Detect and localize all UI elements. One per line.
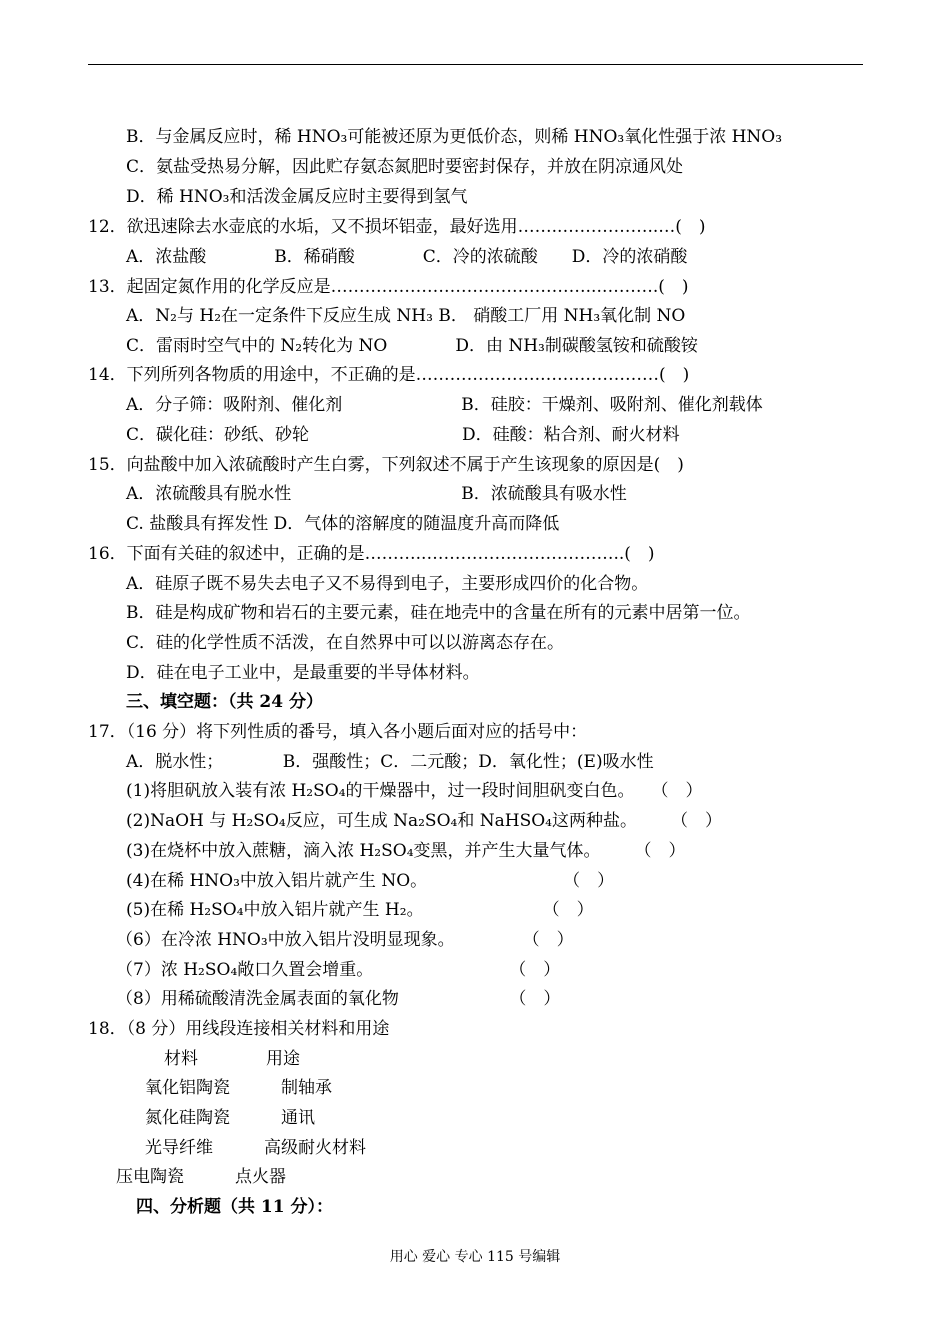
text-line: 14．下列所列各物质的用途中，不正确的是………………….…………………( ) (88, 365, 690, 385)
text-line: 12．欲迅速除去水壶底的水垢，又不损坏铝壶，最好选用……..……………..…( ) (88, 217, 706, 237)
text-line: (5)在稀 H₂SO₄中放入铝片就产生 H₂。 （ ） (126, 900, 594, 920)
text-line: （6）在冷浓 HNO₃中放入铝片没明显现象。 （ ） (116, 930, 574, 950)
text-line: 材料 用途 (164, 1049, 300, 1069)
text-line: C．硅的化学性质不活泼，在自然界中可以以游离态存在。 (126, 633, 565, 653)
text-line: A．硅原子既不易失去电子又不易得到电子，主要形成四价的化合物。 (126, 574, 649, 594)
text-line: A．浓盐酸 B．稀硝酸 C．冷的浓硫酸 D．冷的浓硝酸 (126, 247, 688, 267)
text-line: 三、填空题：（共 24 分） (126, 692, 323, 712)
text-line: 氧化铝陶瓷 制轴承 (145, 1078, 332, 1098)
text-line: B．硅是构成矿物和岩石的主要元素，硅在地壳中的含量在所有的元素中居第一位。 (126, 603, 751, 623)
page-footer: 用心 爱心 专心 115 号编辑 (389, 1249, 561, 1265)
text-line: C．碳化硅：砂纸、砂轮 D．硅酸：粘合剂、耐火材料 (126, 425, 680, 445)
text-line: C. 盐酸具有挥发性 D．气体的溶解度的随温度升高而降低 (126, 514, 560, 534)
text-line: C．雷雨时空气中的 N₂转化为 NO D．由 NH₃制碳酸氢铵和硫酸铵 (126, 336, 698, 356)
text-line: (1)将胆矾放入装有浓 H₂SO₄的干燥器中，过一段时间胆矾变白色。 （ ） (126, 781, 703, 801)
text-line: C．氨盐受热易分解，因此贮存氨态氮肥时要密封保存，并放在阴凉通风处 (126, 157, 684, 177)
text-line: 18．（8 分）用线段连接相关材料和用途 (88, 1019, 390, 1039)
text-line: B．与金属反应时，稀 HNO₃可能被还原为更低价态，则稀 HNO₃氧化性强于浓 HNO₃ (126, 127, 783, 147)
text-line: A．脱水性； B．强酸性；C．二元酸；D．氧化性；(E)吸水性 (126, 752, 654, 772)
text-line: 16．下面有关硅的叙述中，正确的是………..……………………………..( ) (88, 544, 655, 564)
text-line: （8）用稀硫酸清洗金属表面的氧化物 （ ） (116, 989, 561, 1009)
text-line: A．分子筛：吸附剂、催化剂 B．硅胶：干燥剂、吸附剂、催化剂载体 (126, 395, 763, 415)
text-line: 四、分析题（共 11 分）： (136, 1197, 333, 1217)
text-line: 17．（16 分）将下列性质的番号，填入各小题后面对应的括号中： (88, 722, 588, 742)
text-line: D．硅在电子工业中，是最重要的半导体材料。 (126, 663, 480, 683)
text-line: D．稀 HNO₃和活泼金属反应时主要得到氢气 (126, 187, 468, 207)
text-line: 压电陶瓷 点火器 (116, 1167, 286, 1187)
text-line: A．浓硫酸具有脱水性 B．浓硫酸具有吸水性 (126, 484, 627, 504)
text-line: 15．向盐酸中加入浓硫酸时产生白雾，下列叙述不属于产生该现象的原因是( ) (88, 455, 684, 475)
text-line: 氮化硅陶瓷 通讯 (145, 1108, 315, 1128)
text-line: (3)在烧杯中放入蔗糖，滴入浓 H₂SO₄变黑，并产生大量气体。 （ ） (126, 841, 686, 861)
text-line: 13．起固定氮作用的化学反应是………………………………………...……….( ) (88, 277, 689, 297)
text-line: (4)在稀 HNO₃中放入铝片就产生 NO。 （ ） (126, 871, 615, 891)
text-line: A．N₂与 H₂在一定条件下反应生成 NH₃ B． 硝酸工厂用 NH₃氧化制 NO (126, 306, 686, 326)
header-rule (88, 64, 863, 65)
text-line: 光导纤维 高级耐火材料 (145, 1138, 366, 1158)
text-line: （7）浓 H₂SO₄敞口久置会增重。 （ ） (116, 960, 561, 980)
text-line: (2)NaOH 与 H₂SO₄反应，可生成 Na₂SO₄和 NaHSO₄这两种盐。 （ ） (126, 811, 722, 831)
